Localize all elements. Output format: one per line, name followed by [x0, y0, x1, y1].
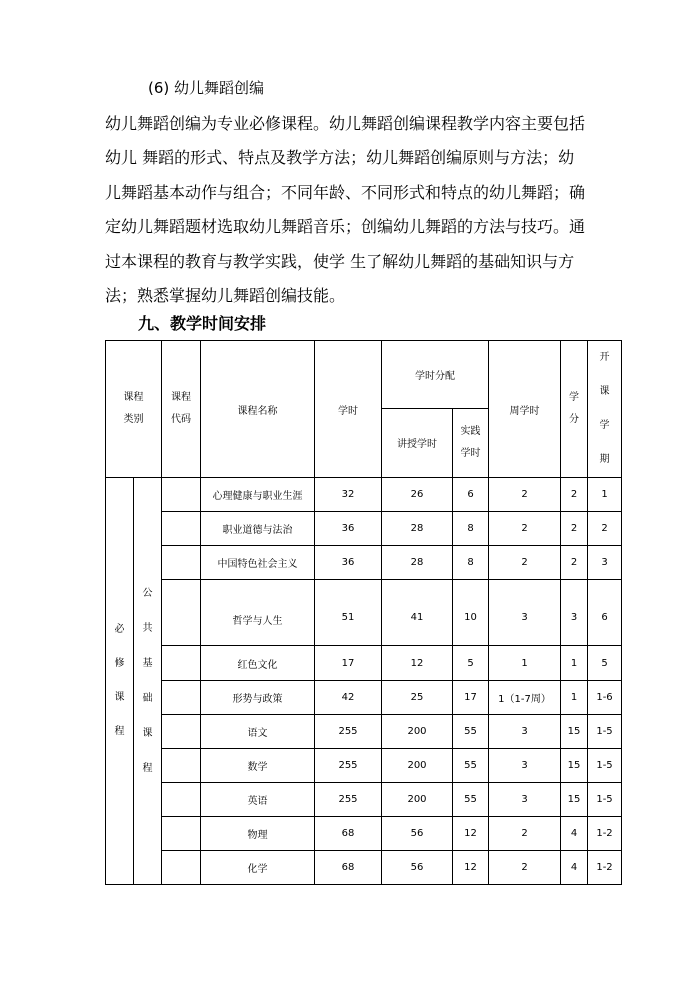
paragraph-line: 儿舞蹈基本动作与组合；不同年龄、不同形式和特点的幼儿舞蹈；确: [105, 182, 586, 202]
course-weekly: 1（1-7周）: [489, 681, 561, 715]
course-hours: 42: [315, 681, 382, 715]
course-lecture: 25: [382, 681, 453, 715]
table-row: [106, 512, 622, 546]
course-hours: 68: [315, 851, 382, 885]
course-semester: 1-2: [588, 851, 622, 885]
course-code: [162, 546, 201, 580]
course-weekly: 2: [489, 851, 561, 885]
course-lecture: 56: [382, 817, 453, 851]
course-practice: 12: [453, 817, 489, 851]
course-lecture: 200: [382, 715, 453, 749]
course-code: [162, 783, 201, 817]
course-name: 化学: [201, 851, 315, 885]
course-practice: 8: [453, 512, 489, 546]
course-lecture: 26: [382, 478, 453, 512]
course-lecture: 56: [382, 851, 453, 885]
course-weekly: 3: [489, 715, 561, 749]
course-name: 哲学与人生: [201, 580, 315, 646]
header-hours: 学时: [315, 341, 382, 478]
course-lecture: 12: [382, 646, 453, 681]
paragraph-line: 法；熟悉掌握幼儿舞蹈创编技能。: [105, 286, 346, 306]
course-lecture: 28: [382, 546, 453, 580]
course-lecture: 200: [382, 783, 453, 817]
header-category: 课程 类别: [106, 341, 162, 478]
course-credit: 15: [561, 715, 588, 749]
paragraph-line: 幼儿舞蹈创编为专业必修课程。幼儿舞蹈创编课程教学内容主要包括: [105, 114, 586, 133]
table-row: [106, 681, 622, 715]
course-code: [162, 580, 201, 646]
table-row: [106, 546, 622, 580]
table-row: [106, 851, 622, 885]
course-semester: 6: [588, 580, 622, 646]
course-credit: 15: [561, 749, 588, 783]
paragraph-line: 幼儿 舞蹈的形式、特点及教学方法；幼儿舞蹈创编原则与方法；幼: [105, 148, 575, 168]
course-semester: 2: [588, 512, 622, 546]
group-public-basic: 公 共 基 础 课 程: [134, 478, 162, 885]
course-weekly: 2: [489, 478, 561, 512]
table-row: [106, 715, 622, 749]
header-distribution: 学时分配: [382, 341, 489, 409]
header-code: 课程 代码: [162, 341, 201, 478]
course-description: [105, 107, 605, 313]
course-weekly: 3: [489, 749, 561, 783]
course-weekly: 2: [489, 546, 561, 580]
course-code: [162, 851, 201, 885]
course-practice: 55: [453, 715, 489, 749]
course-weekly: 3: [489, 580, 561, 646]
course-credit: 15: [561, 783, 588, 817]
course-weekly: 3: [489, 783, 561, 817]
course-hours: 51: [315, 580, 382, 646]
course-code: [162, 478, 201, 512]
course-practice: 17: [453, 681, 489, 715]
course-name: 数学: [201, 749, 315, 783]
course-credit: 2: [561, 478, 588, 512]
header-weekly: 周学时: [489, 341, 561, 478]
course-practice: 8: [453, 546, 489, 580]
course-name: 英语: [201, 783, 315, 817]
course-practice: 6: [453, 478, 489, 512]
course-name: 物理: [201, 817, 315, 851]
course-semester: 1-5: [588, 749, 622, 783]
header-lecture: 讲授学时: [382, 408, 453, 477]
course-weekly: 2: [489, 512, 561, 546]
course-hours: 32: [315, 478, 382, 512]
course-practice: 5: [453, 646, 489, 681]
table-row: [106, 817, 622, 851]
course-name: 红色文化: [201, 646, 315, 681]
teaching-schedule-table: [105, 340, 622, 885]
course-credit: 2: [561, 512, 588, 546]
course-semester: 1-5: [588, 783, 622, 817]
course-semester: 1: [588, 478, 622, 512]
header-semester: 开 课 学 期: [588, 341, 622, 478]
course-semester: 3: [588, 546, 622, 580]
table-row: [106, 749, 622, 783]
course-credit: 3: [561, 580, 588, 646]
course-name: 形势与政策: [201, 681, 315, 715]
header-practice: 实践 学时: [453, 408, 489, 477]
course-credit: 2: [561, 546, 588, 580]
course-hours: 255: [315, 749, 382, 783]
course-semester: 1-5: [588, 715, 622, 749]
table-row: [106, 478, 622, 512]
course-hours: 36: [315, 512, 382, 546]
course-credit: 1: [561, 681, 588, 715]
course-hours: 255: [315, 715, 382, 749]
header-credit: 学 分: [561, 341, 588, 478]
course-hours: 68: [315, 817, 382, 851]
course-code: [162, 512, 201, 546]
course-name: 心理健康与职业生涯: [201, 478, 315, 512]
course-code: [162, 646, 201, 681]
course-credit: 1: [561, 646, 588, 681]
course-code: [162, 681, 201, 715]
course-hours: 255: [315, 783, 382, 817]
course-code: [162, 817, 201, 851]
course-weekly: 2: [489, 817, 561, 851]
course-lecture: 41: [382, 580, 453, 646]
course-code: [162, 715, 201, 749]
course-hours: 17: [315, 646, 382, 681]
course-practice: 10: [453, 580, 489, 646]
course-name: 职业道德与法治: [201, 512, 315, 546]
course-practice: 55: [453, 783, 489, 817]
course-practice: 55: [453, 749, 489, 783]
group-required: 必 修 课 程: [106, 478, 134, 885]
course-lecture: 28: [382, 512, 453, 546]
paragraph-line: 过本课程的教育与教学实践，使学 生了解幼儿舞蹈的基础知识与方: [105, 251, 575, 271]
course-credit: 4: [561, 851, 588, 885]
table-row: [106, 580, 622, 646]
course-practice: 12: [453, 851, 489, 885]
course-semester: 1-2: [588, 817, 622, 851]
course-credit: 4: [561, 817, 588, 851]
paragraph-line: 定幼儿舞蹈题材选取幼儿舞蹈音乐；创编幼儿舞蹈的方法与技巧。通: [105, 217, 586, 237]
section-title: 九、教学时间安排: [138, 314, 267, 333]
header-name: 课程名称: [201, 341, 315, 478]
course-semester: 5: [588, 646, 622, 681]
table-row: [106, 783, 622, 817]
course-name: 中国特色社会主义: [201, 546, 315, 580]
header-row: [106, 341, 622, 409]
subsection-heading: (6) 幼儿舞蹈创编: [148, 79, 265, 97]
table-row: [106, 646, 622, 681]
course-lecture: 200: [382, 749, 453, 783]
course-name: 语文: [201, 715, 315, 749]
course-hours: 36: [315, 546, 382, 580]
course-weekly: 1: [489, 646, 561, 681]
course-semester: 1-6: [588, 681, 622, 715]
course-code: [162, 749, 201, 783]
